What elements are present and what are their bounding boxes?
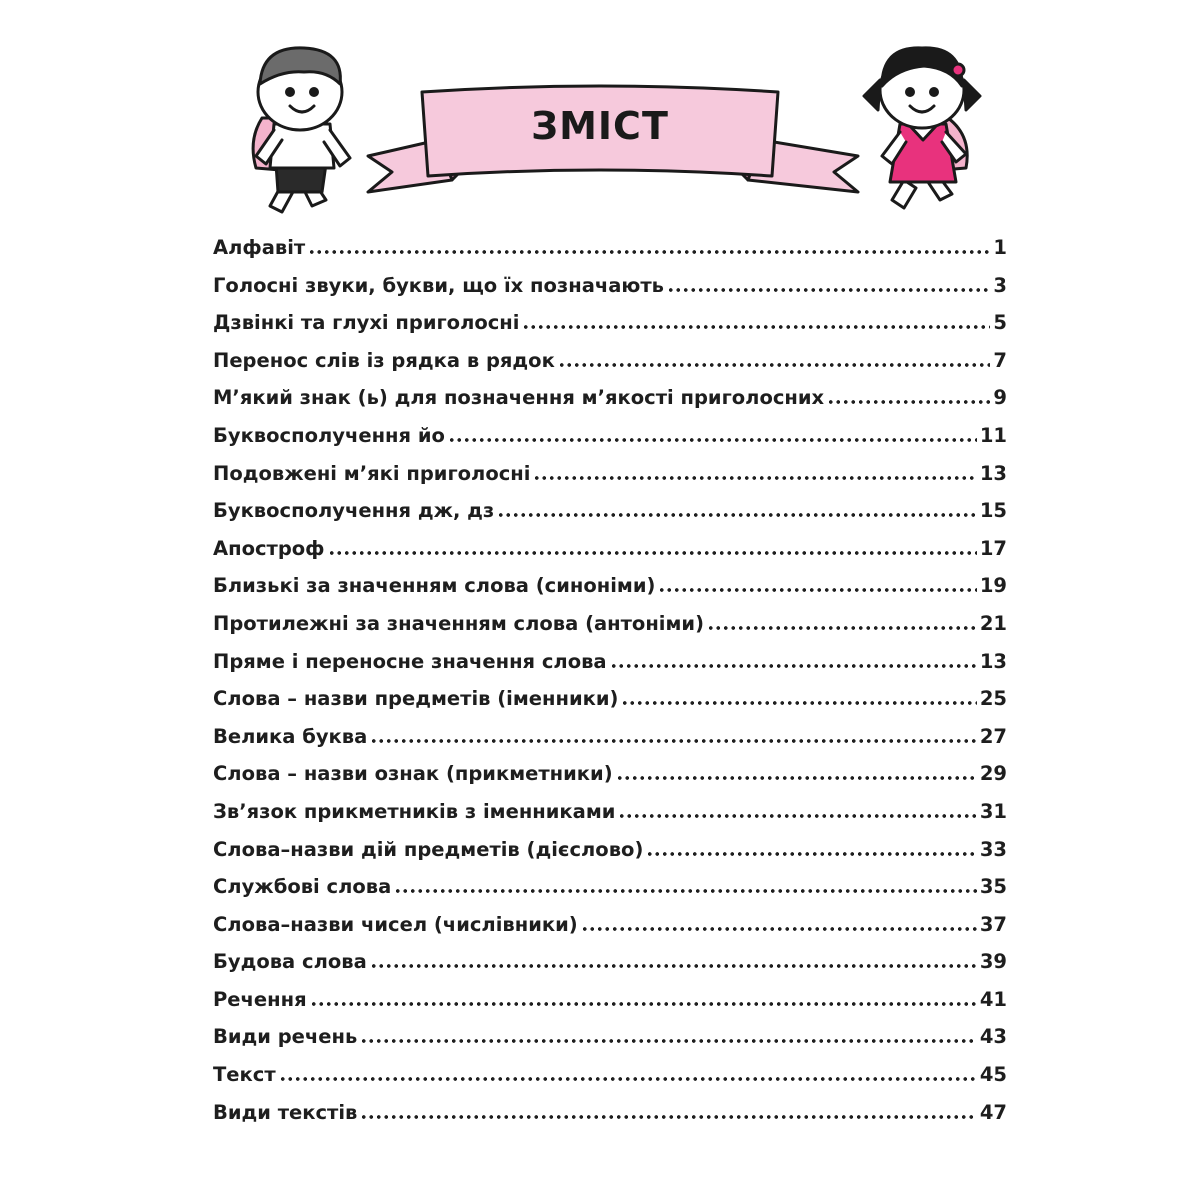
toc-entry-title: Алфавіт: [213, 236, 306, 259]
dot-leader: [370, 964, 977, 968]
dot-leader: [827, 400, 990, 404]
toc-entry-page: 3: [993, 273, 1007, 297]
toc-entry-title: Протилежні за значенням слова (антоніми): [213, 611, 704, 635]
toc-entry[interactable]: [213, 499, 1007, 537]
toc-entry-title: Апостроф: [213, 536, 325, 560]
toc-entry[interactable]: [213, 725, 1007, 763]
toc-entry-page: 47: [979, 1100, 1007, 1124]
toc-entry-page: 1: [993, 236, 1007, 259]
toc-entry[interactable]: [213, 349, 1007, 387]
toc-entry-page: 25: [979, 687, 1007, 711]
toc-entry-title: Слова – назви предметів (іменники): [213, 687, 619, 711]
dot-leader: [279, 1077, 977, 1081]
dot-leader: [310, 1002, 977, 1006]
toc-entry-page: 15: [979, 499, 1007, 523]
dot-leader: [497, 513, 977, 517]
toc-entry[interactable]: [213, 462, 1007, 500]
dot-leader: [658, 588, 976, 592]
toc-entry-page: 11: [979, 423, 1007, 447]
toc-entry-title: Дзвінкі та глухі приголосні: [213, 311, 520, 335]
toc-entry[interactable]: [213, 913, 1007, 951]
toc-entry-page: 19: [979, 574, 1007, 598]
toc-entry[interactable]: [213, 988, 1007, 1026]
toc-entry-page: 41: [979, 987, 1007, 1011]
toc-entry[interactable]: [213, 1025, 1007, 1063]
toc-entry[interactable]: [213, 687, 1007, 725]
toc-entry-page: 5: [993, 311, 1007, 335]
toc-entry-page: 27: [979, 724, 1007, 748]
toc-entry[interactable]: [213, 800, 1007, 838]
toc-entry-page: 33: [979, 837, 1007, 861]
toc-entry[interactable]: [213, 875, 1007, 913]
toc-entry-title: Буквосполучення йо: [213, 423, 445, 447]
toc-entry-page: 39: [979, 950, 1007, 974]
toc-entry-title: Будова слова: [213, 950, 367, 974]
dot-leader: [558, 363, 991, 367]
dot-leader: [618, 814, 976, 818]
dot-leader: [621, 701, 976, 705]
toc-entry-title: Види речень: [213, 1025, 358, 1049]
toc-entry[interactable]: [213, 950, 1007, 988]
toc-entry[interactable]: [213, 537, 1007, 575]
toc-entry[interactable]: [213, 311, 1007, 349]
toc-entry-page: 37: [979, 912, 1007, 936]
toc-entry[interactable]: [213, 274, 1007, 312]
dot-leader: [616, 776, 977, 780]
dot-leader: [610, 664, 977, 668]
dot-leader: [360, 1039, 977, 1043]
toc-entry-title: Зв’язок прикметників з іменниками: [213, 799, 616, 823]
toc-entry[interactable]: [213, 1101, 1007, 1139]
toc-entry-page: 43: [979, 1025, 1007, 1049]
toc-entry-title: Буквосполучення дж, дз: [213, 499, 495, 523]
toc-entry-page: 9: [993, 386, 1007, 410]
toc-entry-page: 35: [979, 875, 1007, 899]
toc-entry-title: Слова – назви ознак (прикметники): [213, 762, 613, 786]
toc-entry-title: Речення: [213, 987, 307, 1011]
toc-entry-page: 21: [979, 611, 1007, 635]
toc-entry-page: 45: [979, 1063, 1007, 1087]
toc-entry-title: М’який знак (ь) для позначення м’якості приголосних: [213, 386, 825, 410]
dot-leader: [328, 551, 977, 555]
toc-entry-title: Службові слова: [213, 875, 392, 899]
toc-entry-page: 17: [979, 536, 1007, 560]
dot-leader: [533, 476, 976, 480]
toc-entry[interactable]: [213, 574, 1007, 612]
toc-entry-title: Види текстів: [213, 1100, 358, 1124]
header: [0, 0, 1200, 230]
toc-entry[interactable]: [213, 386, 1007, 424]
toc-entry[interactable]: [213, 838, 1007, 876]
dot-leader: [522, 325, 990, 329]
toc-entry-title: Велика буква: [213, 724, 368, 748]
dot-leader: [308, 250, 990, 254]
dot-leader: [581, 927, 977, 931]
toc-entry-title: Слова–назви чисел (числівники): [213, 912, 578, 936]
toc-entry-title: Пряме і переносне значення слова: [213, 649, 607, 673]
toc-entry-page: 13: [979, 649, 1007, 673]
toc-entry-title: Близькі за значенням слова (синоніми): [213, 574, 656, 598]
dot-leader: [448, 438, 977, 442]
toc-entry-page: 29: [979, 762, 1007, 786]
dot-leader: [646, 852, 977, 856]
page-title: ЗМІСТ: [531, 104, 669, 148]
toc-entry[interactable]: [213, 236, 1007, 274]
toc-entry[interactable]: [213, 762, 1007, 800]
toc-entry[interactable]: [213, 612, 1007, 650]
dot-leader: [394, 889, 977, 893]
toc-entry[interactable]: [213, 1063, 1007, 1101]
table-of-contents: [213, 236, 1007, 1138]
toc-entry[interactable]: [213, 650, 1007, 688]
toc-entry[interactable]: [213, 424, 1007, 462]
toc-entry-title: Перенос слів із рядка в рядок: [213, 348, 555, 372]
toc-entry-title: Текст: [213, 1063, 276, 1087]
toc-entry-title: Подовжені м’які приголосні: [213, 461, 531, 485]
toc-entry-page: 13: [979, 461, 1007, 485]
dot-leader: [370, 739, 977, 743]
dot-leader: [707, 626, 977, 630]
dot-leader: [667, 288, 990, 292]
toc-entry-page: 7: [993, 348, 1007, 372]
dot-leader: [360, 1115, 976, 1119]
toc-entry-title: Голосні звуки, букви, що їх позначають: [213, 273, 665, 297]
toc-entry-page: 31: [979, 799, 1007, 823]
toc-entry-title: Слова–назви дій предметів (дієслово): [213, 837, 644, 861]
